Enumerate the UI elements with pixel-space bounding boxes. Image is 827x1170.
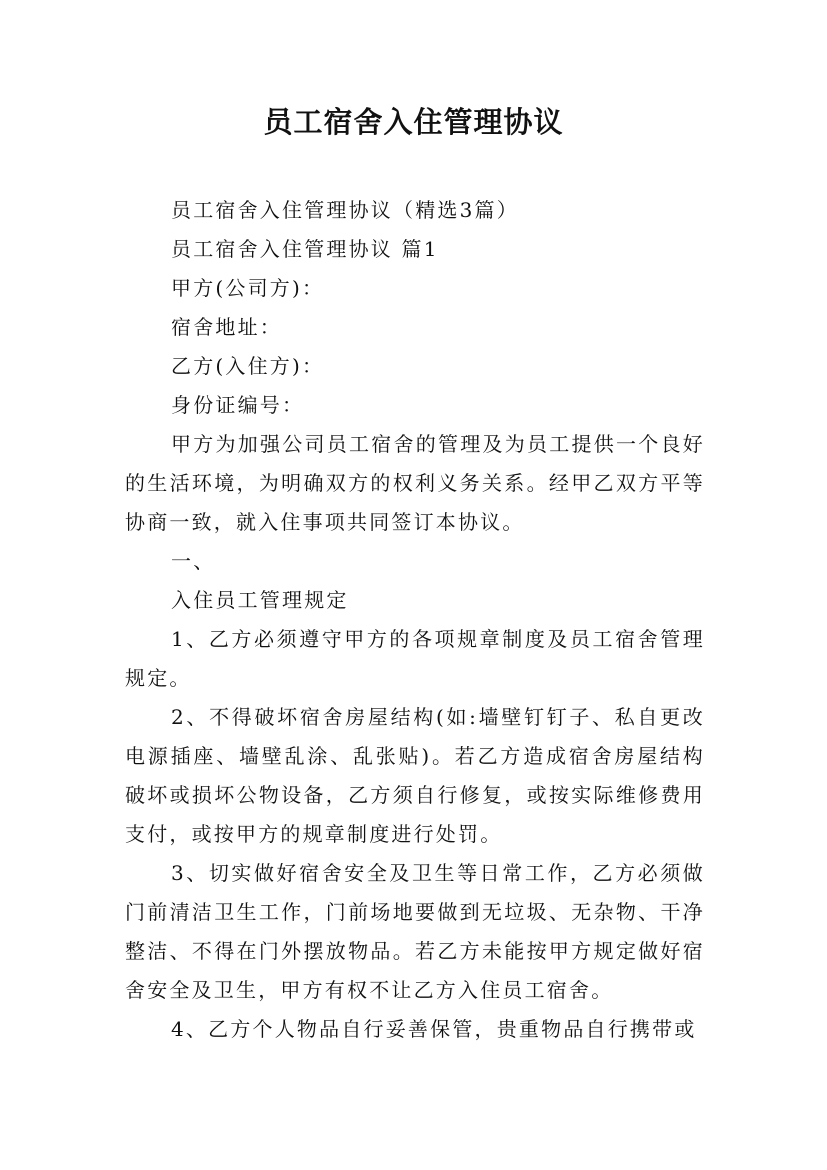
subtitle-line: 员工宿舍入住管理协议（精选3篇） [171, 198, 519, 222]
clause-1: 1、乙方必须遵守甲方的各项规章制度及员工宿舍管理规定。 [125, 627, 705, 690]
clause-3: 3、切实做好宿舍安全及卫生等日常工作，乙方必须做门前清洁卫生工作，门前场地要做到无垃圾、无杂物、干净整洁、不得在门外摆放物品。若乙方未能按甲方规定做好宿舍安全及卫生，甲方有权不让乙方入住员工宿舍。 [125, 861, 705, 1002]
clause-4: 4、乙方个人物品自行妥善保管，贵重物品自行携带或 [171, 1017, 697, 1041]
document-title: 员工宿舍入住管理协议 [263, 105, 564, 139]
clause-2: 2、不得破坏宿舍房屋结构(如:墙壁钉钉子、私自更改电源插座、墙壁乱涂、乱张贴)。若乙方造成宿舍房屋结构破坏或损坏公物设备，乙方须自行修复，或按实际维修费用支付，或按甲方的规章制度进行处罚。 [125, 705, 705, 846]
intro-paragraph: 甲方为加强公司员工宿舍的管理及为员工提供一个良好的生活环境，为明确双方的权利义务关系。经甲乙双方平等协商一致，就入住事项共同签订本协议。 [125, 432, 705, 534]
chapter-line: 员工宿舍入住管理协议 篇1 [171, 237, 439, 261]
id-number-line: 身份证编号： [171, 393, 305, 417]
party-a-line: 甲方(公司方)： [171, 276, 325, 300]
dorm-address-line: 宿舍地址： [171, 315, 282, 339]
section-number: 一、 [171, 549, 216, 573]
document-body [125, 191, 705, 1049]
section-heading: 入住员工管理规定 [171, 588, 349, 612]
party-b-line: 乙方(入住方)： [171, 354, 325, 378]
